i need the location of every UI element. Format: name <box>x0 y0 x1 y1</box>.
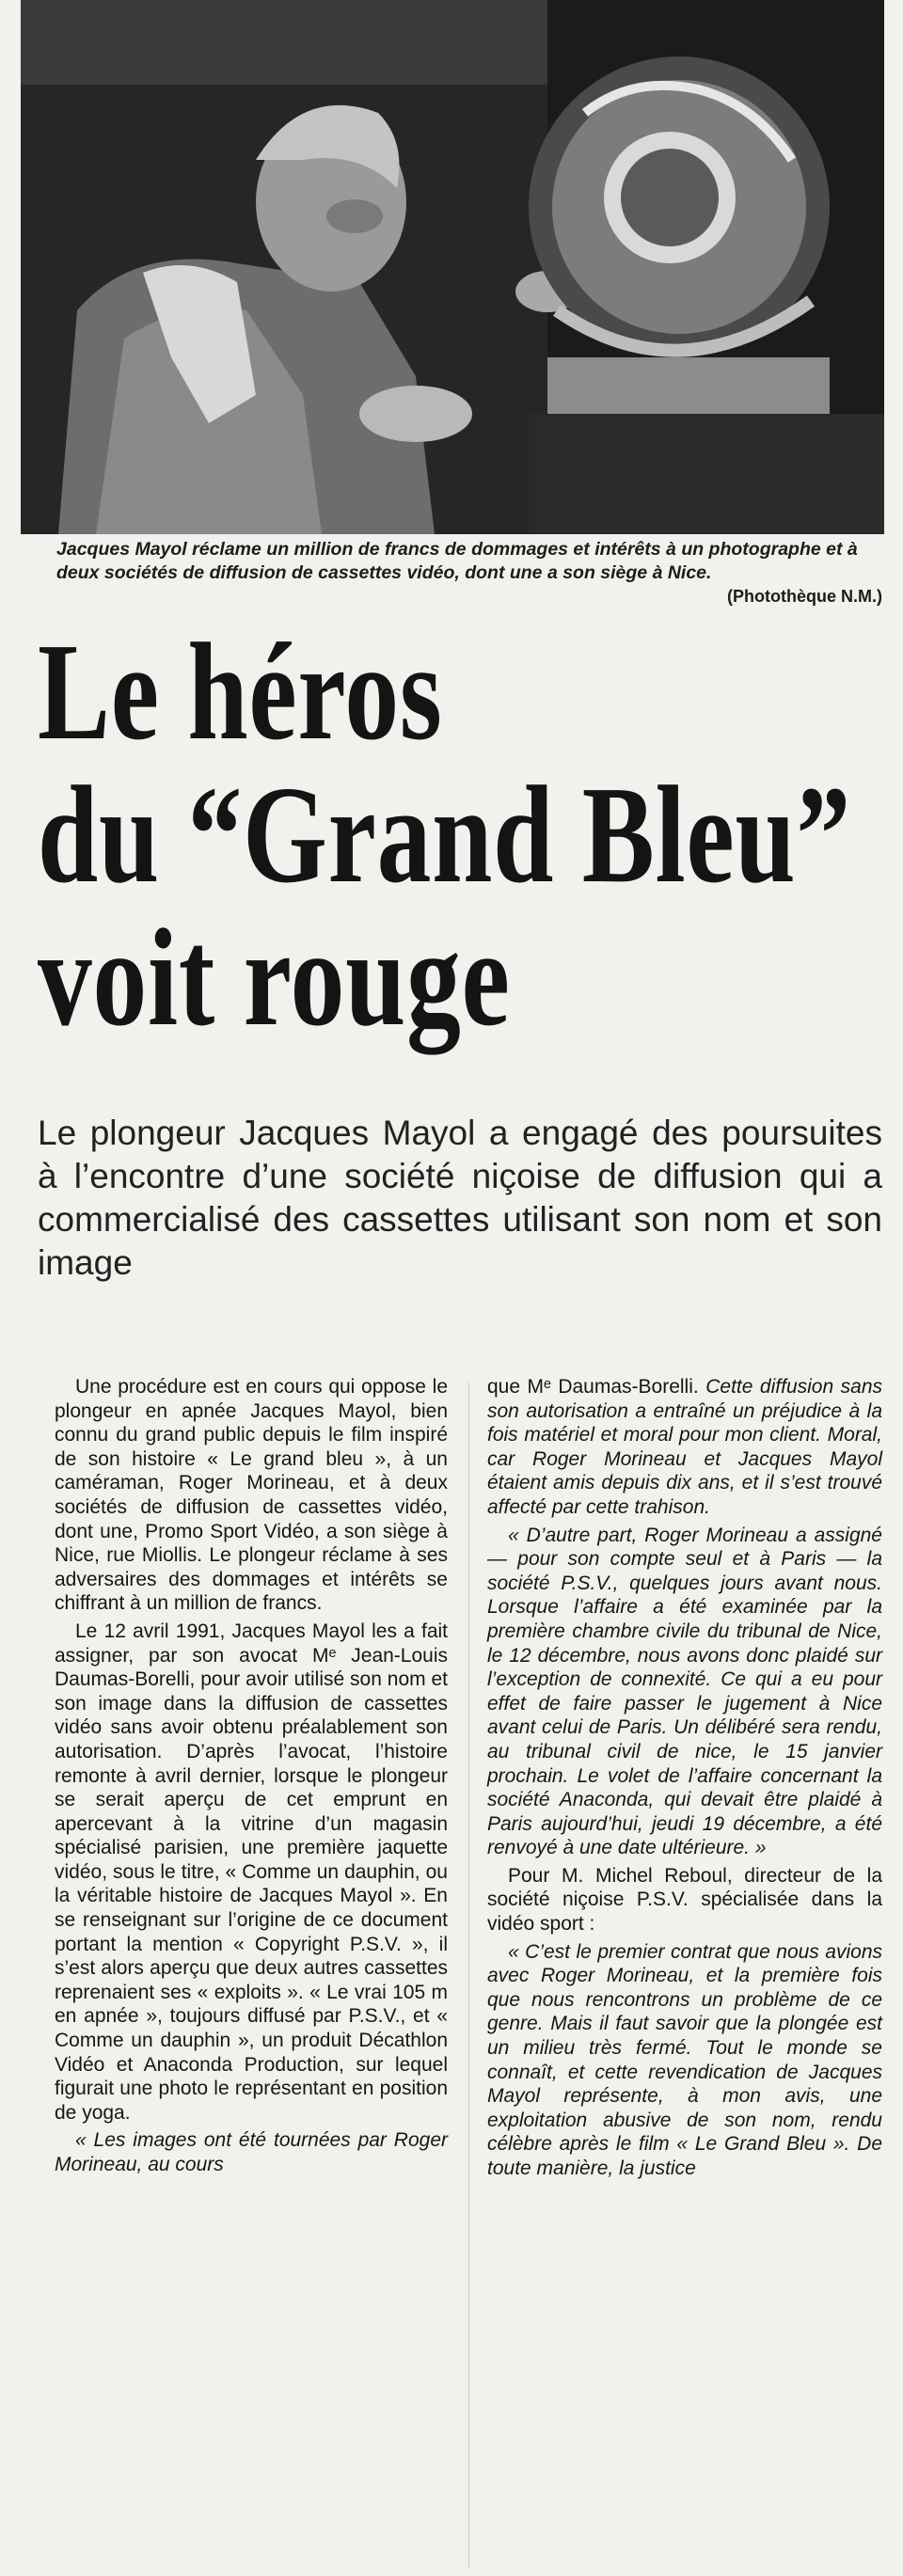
caption-text: Jacques Mayol réclame un million de francs de dommages et intérêts à un photographe et à deux sociétés de diffusion de cassettes vidéo, dont une a son siège à Nice. <box>56 539 858 583</box>
photo-caption <box>56 538 882 606</box>
article-paragraph: « Les images ont été tournées par Roger Morineau, au cours <box>55 2129 448 2175</box>
headline-line-2: du “Grand Bleu” <box>38 758 851 912</box>
subheading: Le plongeur Jacques Mayol a engagé des poursuites à l’encontre d’une société niçoise de diffusion qui a commercialisé des cassettes utilisant son nom et son image <box>38 1114 882 1282</box>
article-paragraph: Le 12 avril 1991, Jacques Mayol les a fait assigner, par son avocat Mᵉ Jean-Louis Daumas-Borelli, pour avoir utilisé son nom et son image dans la diffusion de cassettes vidéo sans avoir obtenu préalablement son autorisation. D’après l’avocat, l’histoire remonte à avril dernier, lorsque le plongeur se serait aperçu de cet emprunt en apercevant à la vitrine d’un magasin spécialisé parisien, une première jaquette vidéo, sous le titre, « Comme un dauphin, ou la véritable histoire de Jacques Mayol ». En se renseignant sur l’origine de ce document portant la mention « Copyright P.S.V. », il s’est alors aperçu que deux autres cassettes reprenaient ses « exploits ». « Le vrai 105 m en apnée », toujours diffusé par P.S.V., et « Comme un dauphin », un produit Décathlon Vidéo et Anaconda Production, sur lequel figurait une photo le représentant en position de yoga. <box>55 1620 448 2124</box>
article-paragraph-lead <box>487 1375 882 1520</box>
photo-credit: (Photothèque N.M.) <box>727 587 882 606</box>
headline-line-3: voit rouge <box>38 901 511 1055</box>
headline-line-1: Le héros <box>38 615 443 769</box>
article-paragraph: Une procédure est en cours qui oppose le plongeur en apnée Jacques Mayol, bien connu du grand public depuis le film inspiré de son histoire « Le grand bleu », à un caméraman, Roger Morineau, et à deux sociétés de diffusion de cassettes vidéo, dont une, Promo Sport Vidéo, a son siège à Nice, rue Miollis. Le plongeur réclame à ses adversaires des dommages et intérêts se chiffrant à un million de francs. <box>55 1376 448 1615</box>
article-column-left <box>55 1375 448 2181</box>
article-column-right <box>487 1375 882 2185</box>
quote-text: Cette diffusion sans son autorisation a entraîné un préjudice à la fois matériel et moral pour mon client. Moral, car Roger Morineau et Jacques Mayol étaient amis depuis dix ans, et il s’est trouvé affecté par cette trahison. <box>487 1376 883 1518</box>
headline <box>38 615 851 1055</box>
article-paragraph: « C’est le premier contrat que nous avions avec Roger Morineau, et la première fois que nous rencontrons un problème de ce genre. Mais il faut savoir que la plongée est un milieu très fermé. Tout le monde se connaît, et cette revendication de Jacques Mayol représente, à mon avis, une exploitation abusive de son nom, rendu célèbre après le film « Le Grand Bleu ». De toute manière, la justice <box>487 1940 882 2179</box>
column-divider <box>468 1383 469 2568</box>
article-paragraph: « D’autre part, Roger Morineau a assigné — pour son compte seul et à Paris — la société P.S.V., quelques jours avant nous. Lorsque l’affaire a été examinée par la première chambre civile du tribunal de Nice, le 12 décembre, nous avons donc plaidé sur l’exception de connexité. Ce qui a eu pour effet de faire passer le jugement à Nice avant celui de Paris. Un délibéré sera rendu, au tribunal civil de nice, le 15 janvier prochain. Le volet de l’affaire concernant la société Anaconda, qui devait être plaidé à Paris aujourd’hui, jeudi 19 décembre, a été renvoyé à une date ultérieure. » <box>487 1524 882 1859</box>
lead-text: que Mᵉ Daumas-Borelli. <box>487 1376 699 1398</box>
diver-photo <box>21 0 884 534</box>
article-paragraph: Pour M. Michel Reboul, directeur de la société niçoise P.S.V. spécialisée dans la vidéo sport : <box>487 1864 882 1936</box>
news-photo <box>21 0 884 534</box>
